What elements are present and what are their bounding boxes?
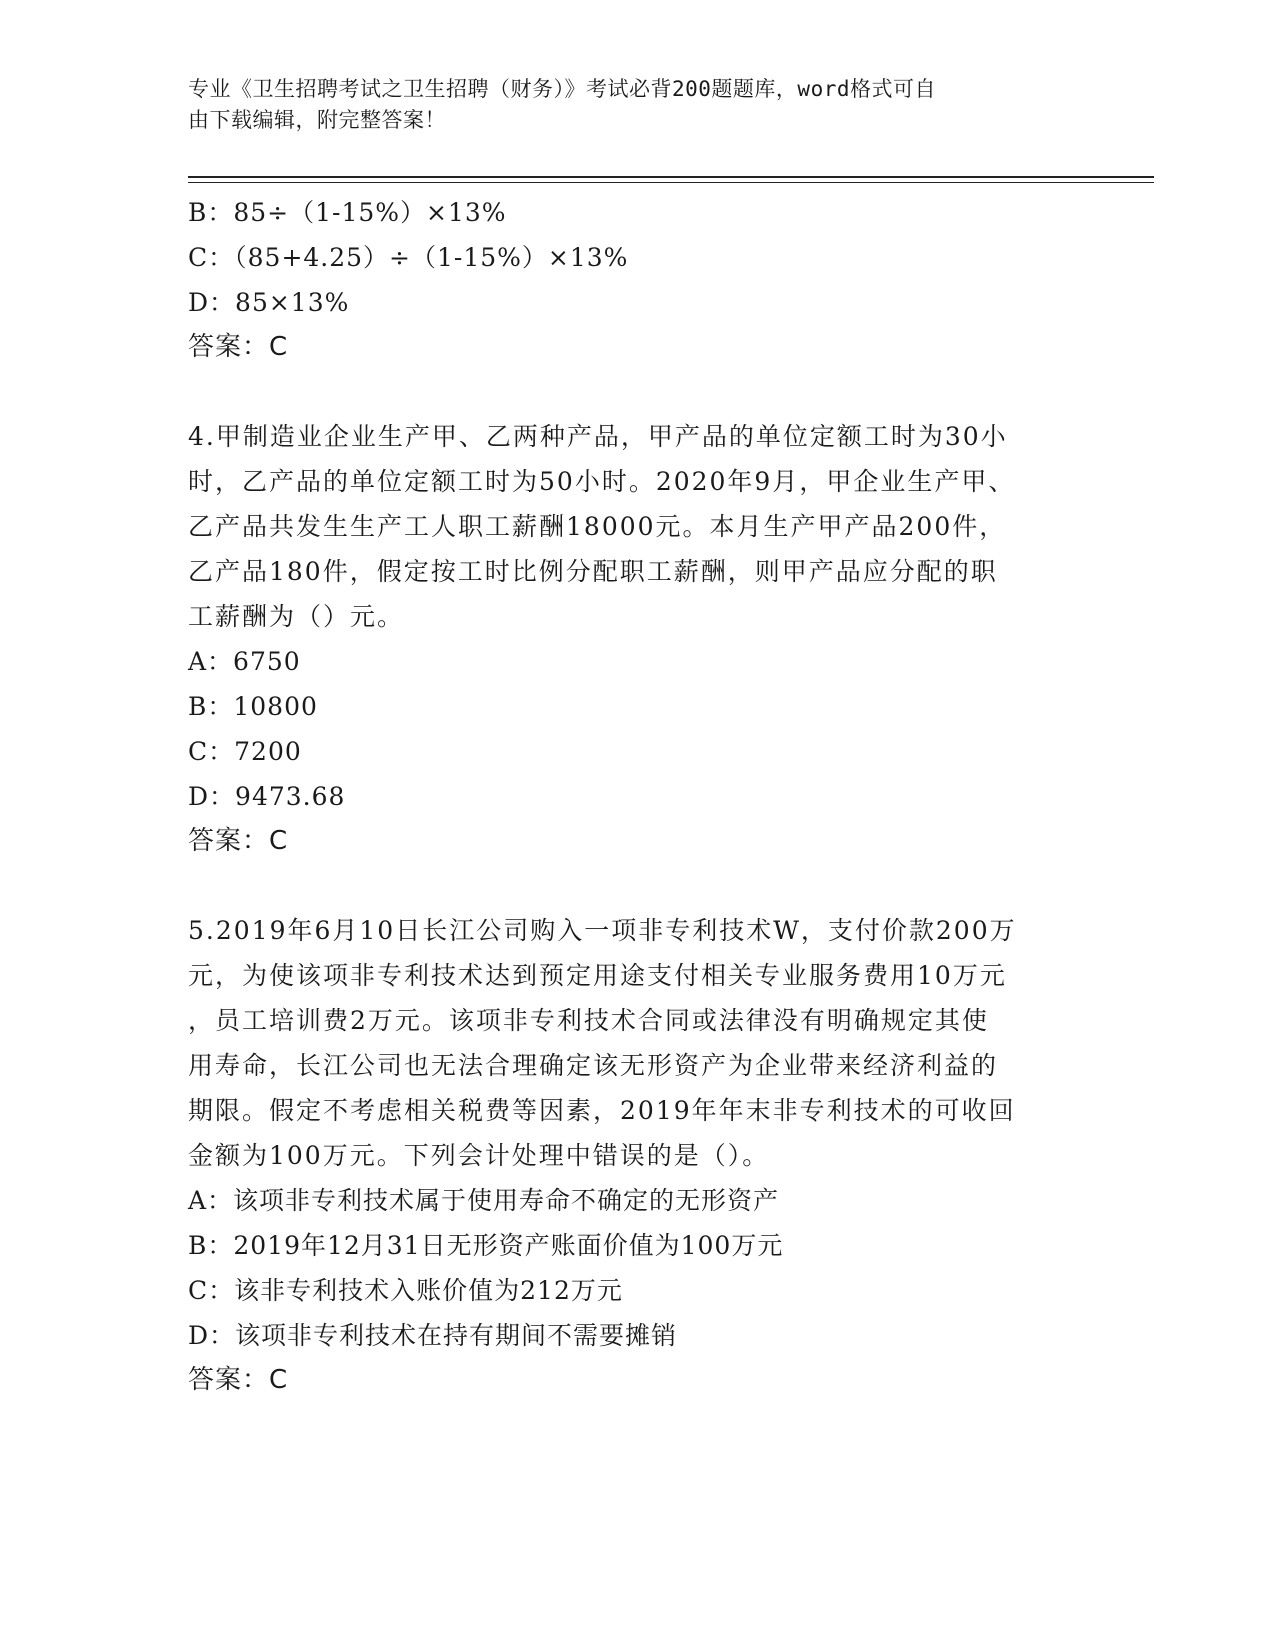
question-3-tail [188, 190, 1088, 370]
header-rule-thin [188, 182, 1154, 183]
question-4 [188, 414, 1088, 864]
stem-line: 工薪酬为（）元。 [188, 602, 405, 631]
stem-line: 4.甲制造业企业生产甲、乙两种产品，甲产品的单位定额工时为30小 [188, 422, 1008, 451]
header-title-line-2: 由下载编辑，附完整答案！ [188, 108, 446, 132]
option-d: D：9473.68 [188, 782, 346, 811]
stem-line: 金额为100万元。下列会计处理中错误的是（）。 [188, 1141, 770, 1170]
option-d: D：该项非专利技术在持有期间不需要摊销 [188, 1321, 678, 1350]
option-c: C：（85+4.25）÷（1-15%）×13% [188, 243, 629, 272]
question-stem [188, 414, 1078, 639]
option-d: D：85×13% [188, 288, 350, 317]
answer-line: 答案：C [188, 826, 289, 856]
option-c: C：7200 [188, 737, 302, 766]
stem-line: ，员工培训费2万元。该项非专利技术合同或法律没有明确规定其使 [188, 1006, 989, 1035]
option-c: C：该非专利技术入账价值为212万元 [188, 1276, 623, 1305]
answer-line: 答案：C [188, 1365, 289, 1395]
option-a: A：该项非专利技术属于使用寿命不确定的无形资产 [188, 1186, 780, 1215]
document-body [188, 190, 1088, 1403]
stem-line: 时，乙产品的单位定额工时为50小时。2020年9月，甲企业生产甲、 [188, 467, 1016, 496]
option-b: B：2019年12月31日无形资产账面价值为100万元 [188, 1231, 784, 1260]
question-5 [188, 908, 1088, 1403]
stem-line: 5.2019年6月10日长江公司购入一项非专利技术W，支付价款200万 [188, 916, 1017, 945]
header-rule-thick [188, 176, 1154, 178]
option-b: B：10800 [188, 692, 318, 721]
option-a: A：6750 [188, 647, 301, 676]
answer-line: 答案：C [188, 332, 289, 362]
stem-line: 用寿命，长江公司也无法合理确定该无形资产为企业带来经济利益的 [188, 1051, 999, 1080]
stem-line: 乙产品共发生生产工人职工薪酬18000元。本月生产甲产品200件， [188, 512, 1007, 541]
stem-line: 期限。假定不考虑相关税费等因素，2019年年末非专利技术的可收回 [188, 1096, 1016, 1125]
stem-line: 乙产品180件，假定按工时比例分配职工薪酬，则甲产品应分配的职 [188, 557, 998, 586]
document-header [188, 74, 1068, 136]
header-title-line-1: 专业《卫生招聘考试之卫生招聘（财务）》考试必背200题题库，word格式可自 [188, 77, 936, 101]
stem-line: 元，为使该项非专利技术达到预定用途支付相关专业服务费用10万元 [188, 961, 1007, 990]
option-b: B：85÷（1-15%）×13% [188, 198, 507, 227]
question-stem [188, 908, 1078, 1178]
